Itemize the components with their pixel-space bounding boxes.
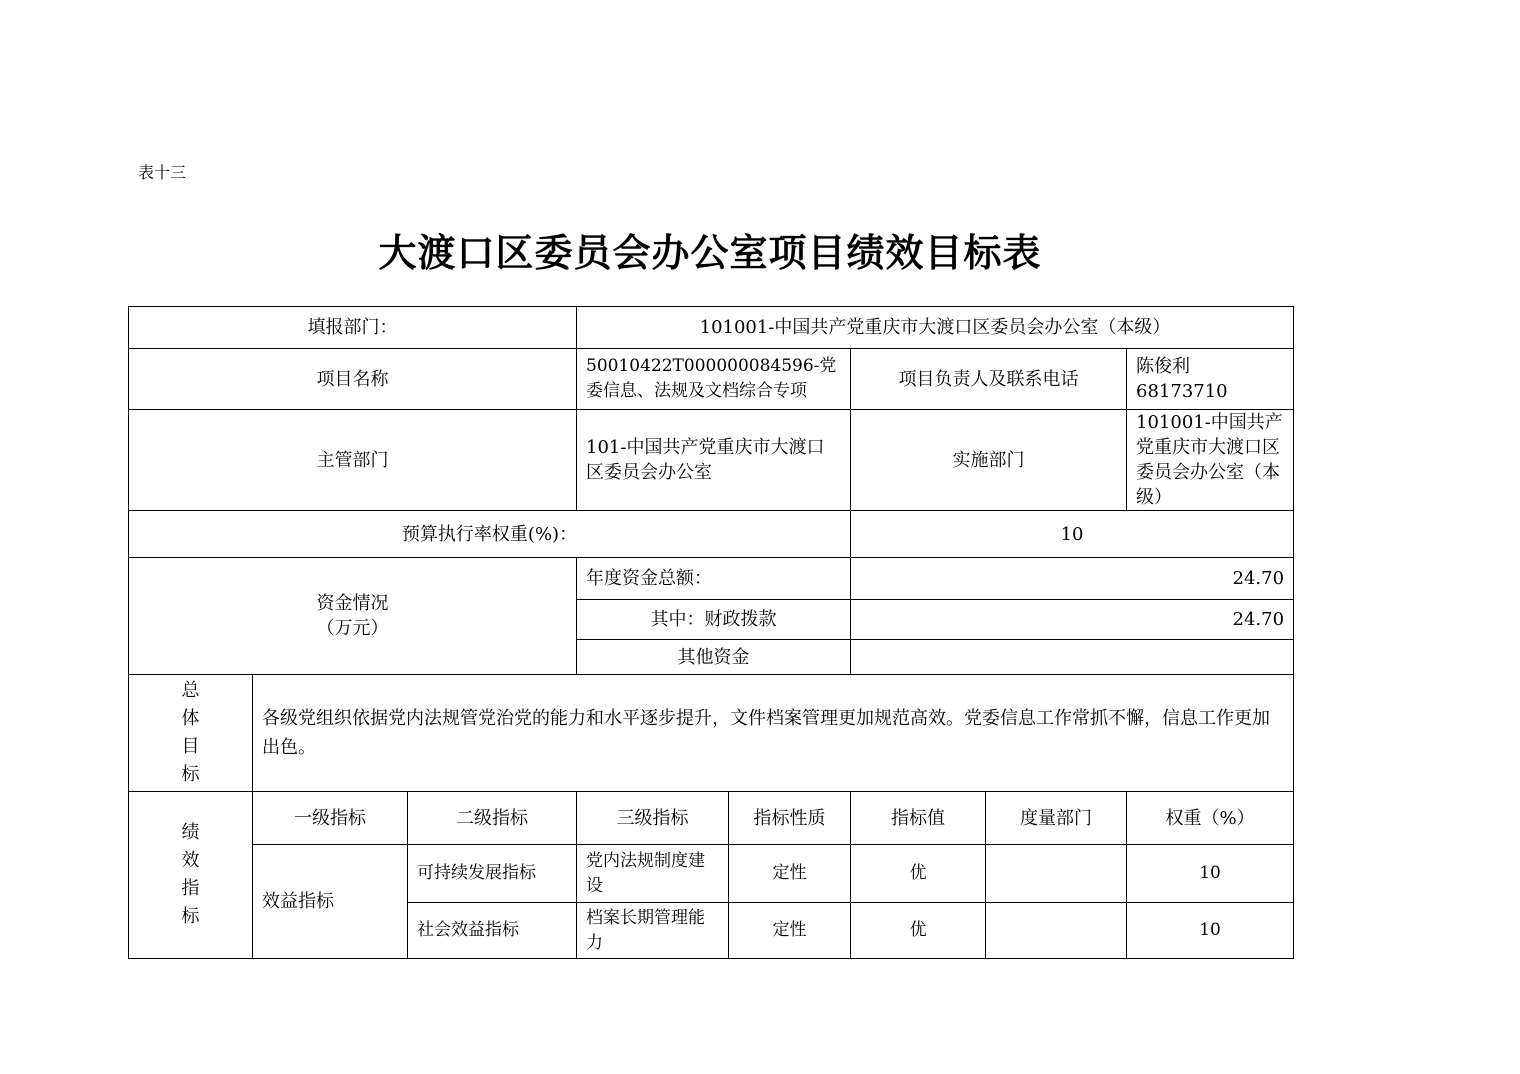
table-row [129, 845, 1294, 903]
funds-label [129, 558, 577, 675]
indicator-nature: 定性 [729, 845, 851, 903]
overall-goal-label-char: 标 [181, 764, 200, 785]
annual-total-label: 年度资金总额： [577, 558, 851, 600]
filing-dept-row [129, 307, 1294, 349]
fiscal-label: 其中：财政拨款 [577, 600, 851, 640]
funds-label-line2: （万元） [316, 618, 389, 639]
project-name-value: 50010422T000000084596-党委信息、法规及文档综合专项 [577, 349, 851, 410]
overall-goal-label [129, 675, 253, 792]
level2-indicator: 可持续发展指标 [408, 845, 577, 903]
overall-goal-row [129, 675, 1294, 792]
fiscal-value: 24.70 [851, 600, 1294, 640]
filing-dept-label: 填报部门： [129, 307, 577, 349]
indicators-label-char: 绩 [181, 822, 200, 843]
indicators-label [129, 792, 253, 959]
performance-goal-table [128, 306, 1294, 959]
supervising-dept-label: 主管部门 [129, 410, 577, 511]
project-name-row [129, 349, 1294, 410]
column-header: 一级指标 [253, 792, 408, 845]
page-title: 大渡口区委员会办公室项目绩效目标表 [378, 231, 1042, 275]
table-number: 表十三 [138, 163, 187, 182]
overall-goal-label-char: 体 [181, 708, 200, 729]
indicators-label-char: 标 [181, 906, 200, 927]
annual-total-value: 24.70 [851, 558, 1294, 600]
implementing-dept-label: 实施部门 [851, 410, 1127, 511]
column-header: 度量部门 [986, 792, 1127, 845]
indicator-value: 优 [851, 903, 986, 959]
filing-dept-value: 101001-中国共产党重庆市大渡口区委员会办公室（本级） [577, 307, 1294, 349]
indicator-value: 优 [851, 845, 986, 903]
measuring-dept [986, 845, 1127, 903]
indicator-weight: 10 [1127, 845, 1294, 903]
level2-indicator: 社会效益指标 [408, 903, 577, 959]
column-header: 二级指标 [408, 792, 577, 845]
budget-weight-label: 预算执行率权重(%)： [129, 511, 851, 558]
overall-goal-label-char: 总 [181, 680, 200, 701]
indicator-header-row [129, 792, 1294, 845]
project-leader-label: 项目负责人及联系电话 [851, 349, 1127, 410]
annual-funds-row [129, 558, 1294, 600]
supervising-dept-value: 101-中国共产党重庆市大渡口区委员会办公室 [577, 410, 851, 511]
level3-indicator: 党内法规制度建设 [577, 845, 729, 903]
indicators-label-char: 效 [181, 850, 200, 871]
other-funds-label: 其他资金 [577, 640, 851, 675]
column-header: 指标值 [851, 792, 986, 845]
indicators-label-char: 指 [181, 878, 200, 899]
department-row [129, 410, 1294, 511]
project-name-label: 项目名称 [129, 349, 577, 410]
overall-goal-label-char: 目 [181, 736, 200, 757]
measuring-dept [986, 903, 1127, 959]
overall-goal-text: 各级党组织依据党内法规管党治党的能力和水平逐步提升，文件档案管理更加规范高效。党委信息工作常抓不懈，信息工作更加出色。 [253, 675, 1294, 792]
column-header: 权重（%） [1127, 792, 1294, 845]
funds-label-line1: 资金情况 [316, 593, 389, 614]
budget-weight-value: 10 [851, 511, 1294, 558]
indicator-weight: 10 [1127, 903, 1294, 959]
column-header: 三级指标 [577, 792, 729, 845]
implementing-dept-value: 101001-中国共产党重庆市大渡口区委员会办公室（本级） [1127, 410, 1294, 511]
budget-weight-row [129, 511, 1294, 558]
indicator-nature: 定性 [729, 903, 851, 959]
level1-indicator: 效益指标 [253, 845, 408, 959]
other-funds-value [851, 640, 1294, 675]
column-header: 指标性质 [729, 792, 851, 845]
level3-indicator: 档案长期管理能力 [577, 903, 729, 959]
project-leader-value: 陈俊利 68173710 [1127, 349, 1294, 410]
